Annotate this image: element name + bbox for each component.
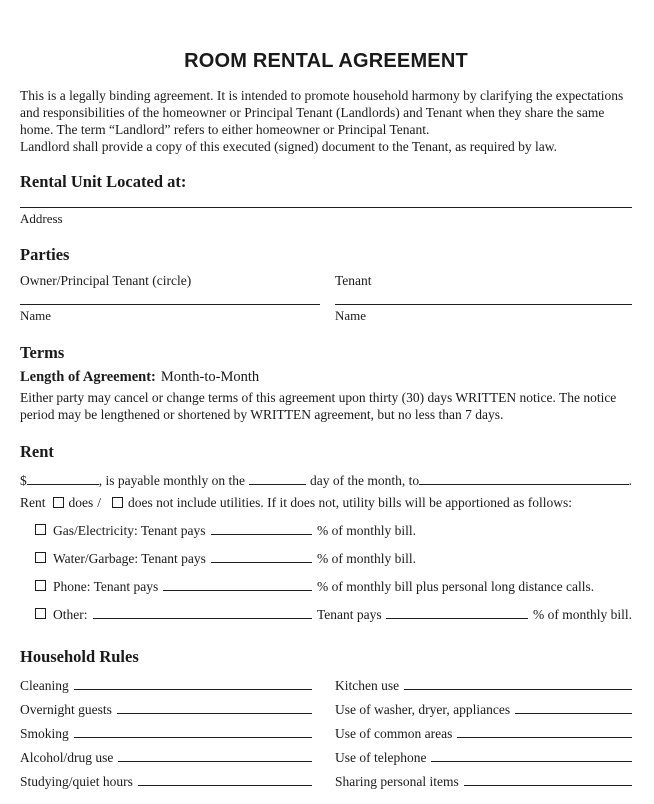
section-heading-parties: Parties (20, 245, 70, 264)
rule-label-common-areas: Use of common areas (335, 726, 453, 741)
rule-row-smoking (20, 725, 312, 742)
other-tenant-pays-text: Tenant pays (317, 607, 382, 622)
gas-electricity-checkbox[interactable] (35, 524, 46, 535)
water-garbage-checkbox[interactable] (35, 552, 46, 563)
rent-does-not-checkbox[interactable] (112, 497, 123, 508)
tenant-label: Tenant (335, 273, 372, 288)
other-checkbox[interactable] (35, 608, 46, 619)
rent-day-text: day of the month, to (309, 473, 420, 488)
household-rules-right-column (335, 677, 632, 797)
water-garbage-percent-field[interactable] (211, 562, 312, 563)
utility-row-phone-left (35, 579, 312, 595)
utility-row-gas-left (35, 523, 312, 539)
document-page (0, 50, 654, 797)
utility-row-gas-electricity (35, 523, 632, 539)
rule-field-common-areas[interactable] (457, 737, 632, 738)
rent-amount-line (20, 473, 632, 489)
gas-electricity-percent-field[interactable] (211, 534, 312, 535)
phone-label: Phone: Tenant pays (53, 579, 159, 594)
parties-columns (20, 265, 632, 323)
rule-label-kitchen-use: Kitchen use (335, 678, 400, 693)
utility-row-phone (35, 579, 632, 595)
rule-label-telephone: Use of telephone (335, 750, 427, 765)
address-field[interactable] (20, 207, 632, 208)
terms-paragraph: Either party may cancel or change terms of this agreement upon thirty (30) days WRITTEN notice. The notice period may be lengthened or shortened by WRITTEN agreement, but no less than 7 days. (20, 390, 617, 422)
rule-field-overnight-guests[interactable] (117, 713, 312, 714)
rule-field-smoking[interactable] (74, 737, 312, 738)
phone-checkbox[interactable] (35, 580, 46, 591)
rent-payable-text: , is payable monthly on the (98, 473, 245, 488)
other-suffix: % of monthly bill. (533, 607, 632, 622)
rule-label-overnight-guests: Overnight guests (20, 702, 112, 717)
water-garbage-label: Water/Garbage: Tenant pays (53, 551, 206, 566)
household-rules-left-column (20, 677, 312, 797)
owner-label: Owner/Principal Tenant (circle) (20, 273, 192, 288)
other-description-field[interactable] (93, 618, 313, 619)
utility-row-other (35, 607, 632, 623)
length-of-agreement-label: Length of Agreement: (20, 369, 156, 385)
section-heading-terms: Terms (20, 343, 65, 362)
rule-field-washer-dryer-appliances[interactable] (515, 713, 632, 714)
currency-symbol: $ (20, 473, 27, 488)
rule-label-alcohol-drug-use: Alcohol/drug use (20, 750, 114, 765)
intro-paragraph-2: Landlord shall provide a copy of this executed (signed) document to the Tenant, as required by law. (20, 139, 558, 154)
rent-due-day-field[interactable] (249, 484, 306, 485)
rule-label-smoking: Smoking (20, 726, 69, 741)
section-heading-household-rules: Household Rules (20, 647, 139, 666)
rent-amount-field[interactable] (27, 484, 99, 485)
phone-percent-field[interactable] (163, 590, 312, 591)
section-heading-rent: Rent (20, 442, 54, 461)
rule-row-common-areas (335, 725, 632, 742)
rule-field-telephone[interactable] (431, 761, 632, 762)
phone-suffix: % of monthly bill plus personal long distance calls. (317, 579, 595, 594)
length-of-agreement-value: Month-to-Month (160, 369, 260, 385)
utilities-rest-text: does not include utilities. If it does not, utility bills will be apportioned as follows: (128, 495, 572, 510)
owner-name-label: Name (20, 308, 52, 323)
rule-label-sharing-personal-items: Sharing personal items (335, 774, 459, 789)
rule-row-studying-quiet-hours (20, 773, 312, 790)
utilities-slash: / (97, 495, 102, 510)
rule-row-sharing-personal-items (335, 773, 632, 790)
rule-row-overnight-guests (20, 701, 312, 718)
rule-row-kitchen-use (335, 677, 632, 694)
owner-name-field[interactable] (20, 304, 320, 305)
owner-column (20, 265, 320, 323)
rule-field-kitchen-use[interactable] (404, 689, 632, 690)
utility-row-other-left (35, 607, 312, 623)
rule-label-washer-dryer-appliances: Use of washer, dryer, appliances (335, 702, 511, 717)
tenant-name-field[interactable] (335, 304, 632, 305)
utility-row-water-garbage (35, 551, 632, 567)
other-label: Other: (53, 607, 88, 622)
rule-field-alcohol-drug-use[interactable] (118, 761, 312, 762)
section-heading-rental-unit: Rental Unit Located at: (20, 172, 187, 191)
gas-electricity-suffix: % of monthly bill. (317, 523, 416, 538)
rent-payee-field[interactable] (419, 484, 629, 485)
rule-label-studying-quiet-hours: Studying/quiet hours (20, 774, 133, 789)
page-title: ROOM RENTAL AGREEMENT (184, 50, 468, 72)
rule-field-sharing-personal-items[interactable] (464, 785, 632, 786)
other-percent-field[interactable] (386, 618, 528, 619)
household-rules-grid (20, 677, 632, 797)
utilities-included-line (20, 494, 632, 511)
rule-row-cleaning (20, 677, 312, 694)
utilities-does-label: does (68, 495, 94, 510)
utilities-pre-text: Rent (20, 495, 46, 510)
rent-line-period: . (628, 473, 632, 488)
rule-row-telephone (335, 749, 632, 766)
tenant-name-label: Name (335, 308, 367, 323)
rule-field-cleaning[interactable] (74, 689, 312, 690)
rule-row-alcohol-drug-use (20, 749, 312, 766)
utility-row-water-left (35, 551, 312, 567)
length-of-agreement-line (20, 368, 632, 386)
tenant-column (335, 265, 632, 323)
rule-row-washer-dryer-appliances (335, 701, 632, 718)
intro-paragraph-text: This is a legally binding agreement. It is intended to promote household harmony by clarifying the expectations and responsibilities of the homeowner or Principal Tenant (Landlords) and Tenant when they share the same home. The term “Landlord” refers to either homeowner or Principal Tenant. (20, 88, 624, 137)
gas-electricity-label: Gas/Electricity: Tenant pays (53, 523, 206, 538)
address-label: Address (20, 211, 63, 226)
rule-label-cleaning: Cleaning (20, 678, 69, 693)
rule-field-studying-quiet-hours[interactable] (138, 785, 312, 786)
intro-paragraph (20, 87, 632, 155)
water-garbage-suffix: % of monthly bill. (317, 551, 416, 566)
rent-does-checkbox[interactable] (53, 497, 64, 508)
